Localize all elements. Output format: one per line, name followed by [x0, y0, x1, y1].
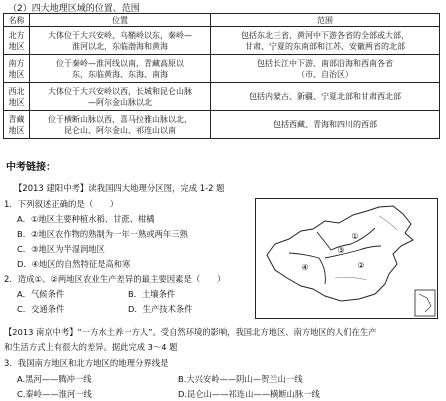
south-sea-inset	[415, 290, 435, 316]
map-label-1: ①	[351, 232, 359, 241]
table-row	[4, 83, 440, 111]
section-title: 中考链接：	[6, 162, 56, 173]
table-row	[4, 27, 440, 55]
table-row	[4, 111, 440, 139]
q3-option-a: A.黑河——腾冲一线	[17, 374, 92, 384]
region-range: 包括长江中下游、南部沿海和西南各省 （市、自治区）	[211, 55, 440, 83]
q2-option-b: B．土壤条件	[128, 289, 176, 299]
q3-option-d: D.昆仑山——祁连山——横断山脉一线	[178, 389, 320, 399]
q1-option-b: B．②地区农作物的熟制为一年一熟或两年三熟	[17, 229, 188, 239]
region-position: 位于横断山脉以西，喜马拉雅山脉以北， 昆仑山、阿尔金山、祁连山以南	[30, 111, 211, 139]
header-position: 位置	[30, 14, 211, 27]
map-label-3: ③	[337, 246, 345, 255]
china-regions-map	[255, 198, 438, 319]
header-range: 范围	[211, 14, 440, 27]
q2-option-d: D．生产技术条件	[128, 304, 193, 314]
q1-option-a: A．①地区主要种植水稻、甘蔗、柑橘	[17, 214, 155, 224]
region-name: 青藏 地区	[4, 111, 30, 139]
q3-option-c: C.秦岭——淮河一线	[17, 389, 92, 399]
table-header-row	[4, 14, 440, 27]
q2-option-c: C．交通条件	[17, 304, 65, 314]
region-name: 南方 地区	[4, 55, 30, 83]
region-range: 包括东北三省、黄河中下游各省的全部或大部， 甘肃、宁夏的东南部和江苏、安徽两省的北部	[211, 27, 440, 55]
region-position: 位于秦岭—淮河线以南，青藏高原以 东，东临黄海、东海、南海	[30, 55, 211, 83]
region-name: 西北 地区	[4, 83, 30, 111]
china-map-svg	[255, 198, 438, 319]
region-range: 包括西藏、青海和四川的西部	[211, 111, 440, 139]
region-position: 大体位于大兴安岭、乌鞘岭以东，秦岭— 淮河以北，东临渤海和黄海	[30, 27, 211, 55]
region-position: 大体位于大兴安岭以西，长城和昆仑山脉 —阿尔金山脉以北	[30, 83, 211, 111]
table-row	[4, 55, 440, 83]
region-range: 包括内蒙古、新疆、宁夏北部和甘肃西北部	[211, 83, 440, 111]
q1-option-d: D．④地区的自然特征是高和寒	[17, 259, 131, 269]
section-heading: （2）四大地理区域的位置、范围	[8, 4, 140, 14]
region-name: 北方 地区	[4, 27, 30, 55]
question-2: 2．造成①、②两地区农业生产差异的最主要因素是（ ）	[4, 274, 226, 284]
q3-option-b: B.大兴安岭——阴山—贺兰山一线	[178, 374, 303, 384]
map-label-4: ④	[301, 263, 309, 272]
map-label-2: ②	[357, 261, 365, 270]
header-name: 名称	[4, 14, 30, 27]
q2-option-a: A．气候条件	[17, 289, 65, 299]
regions-table	[3, 13, 440, 139]
q1-option-c: C．③地区为半湿润地区	[17, 244, 105, 254]
question-1: 1．下列叙述正确的是（ ）	[4, 199, 119, 209]
exam2-intro-line1: 【2013 南京中考】“一方水土养一方人”。受自然环境的影响，我国北方地区、南方地区的人们在生产	[4, 327, 377, 337]
exam2-intro-line2: 和生活方式上有很大的差异。据此完成 3～4 题	[4, 342, 178, 352]
exam1-intro: 【2013 建阳中考】读我国四大地理分区图，完成 1-2 题	[14, 183, 225, 193]
question-3: 3．我国南方地区和北方地区的地理分界线是	[4, 358, 169, 368]
